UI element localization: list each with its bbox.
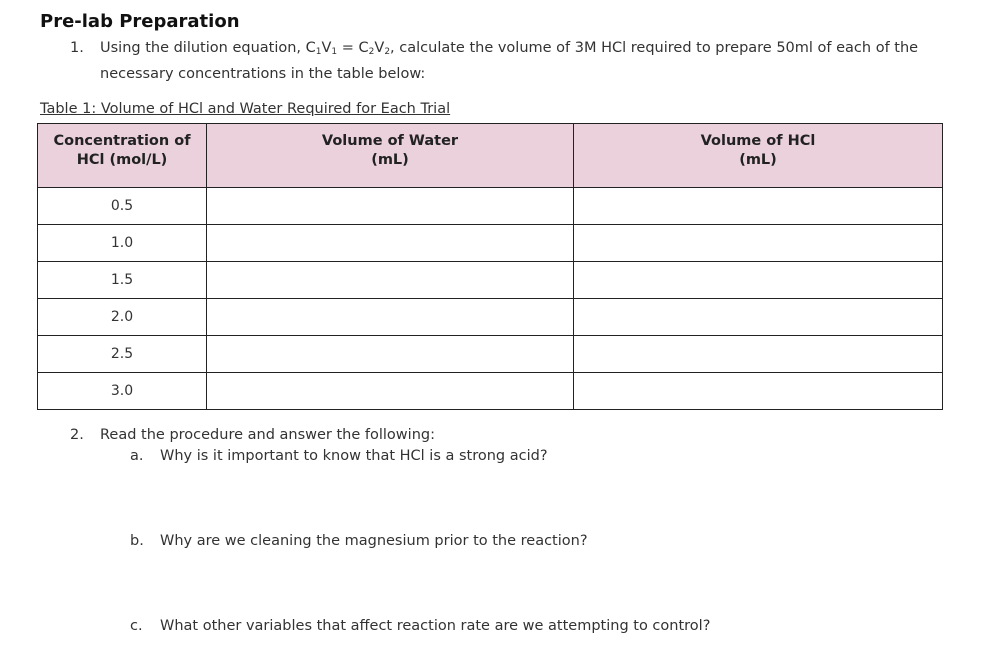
question-2c-letter: c. <box>130 618 143 634</box>
header-concentration <box>38 124 207 188</box>
question-1-text <box>100 37 950 85</box>
header-water-line1: Volume of Water <box>321 133 459 149</box>
q1-v2: V <box>374 40 385 56</box>
header-hcl-volume <box>574 124 943 188</box>
concentration-cell: 1.0 <box>38 225 207 262</box>
q1-equals: = C <box>337 40 369 56</box>
question-2b-text: Why are we cleaning the magnesium prior to the reaction? <box>160 533 588 549</box>
water-volume-cell[interactable] <box>207 262 574 299</box>
hcl-volume-cell[interactable] <box>574 373 943 410</box>
hcl-volume-cell[interactable] <box>574 225 943 262</box>
table-row <box>38 188 943 225</box>
header-hcl-line1: Volume of HCl <box>700 133 816 149</box>
q1-sub-2: 1 <box>331 47 338 57</box>
question-1-number: 1. <box>70 40 84 56</box>
question-2b-letter: b. <box>130 533 144 549</box>
question-2-number: 2. <box>70 427 84 443</box>
concentration-cell: 2.5 <box>38 336 207 373</box>
water-volume-cell[interactable] <box>207 373 574 410</box>
table-row <box>38 336 943 373</box>
water-volume-cell[interactable] <box>207 188 574 225</box>
hcl-volume-cell[interactable] <box>574 336 943 373</box>
volume-table <box>37 123 943 410</box>
concentration-cell: 1.5 <box>38 262 207 299</box>
question-2a-letter: a. <box>130 448 144 464</box>
table-row <box>38 373 943 410</box>
table-row <box>38 299 943 336</box>
water-volume-cell[interactable] <box>207 299 574 336</box>
q1-sub-1: 1 <box>315 47 322 57</box>
question-2c-text: What other variables that affect reaction rate are we attempting to control? <box>160 618 711 634</box>
header-hcl-line2: (mL) <box>739 152 777 168</box>
water-volume-cell[interactable] <box>207 225 574 262</box>
q1-text-end: , calculate the volume of 3M HCl required to prepare 50ml of each of the necessary concentrations in the table below: <box>100 40 919 82</box>
page-title: Pre-lab Preparation <box>40 11 240 32</box>
hcl-volume-cell[interactable] <box>574 262 943 299</box>
q1-v1: V <box>321 40 332 56</box>
table-header-row <box>38 124 943 188</box>
table-row <box>38 262 943 299</box>
header-water-volume <box>207 124 574 188</box>
q1-sub-3: 2 <box>368 47 375 57</box>
concentration-cell: 3.0 <box>38 373 207 410</box>
header-concentration-line1: Concentration of <box>53 133 191 149</box>
q1-text-start: Using the dilution equation, C <box>100 40 316 56</box>
question-2a-text: Why is it important to know that HCl is a strong acid? <box>160 448 548 464</box>
question-1 <box>70 37 950 85</box>
header-concentration-line2: HCl (mol/L) <box>76 152 168 168</box>
concentration-cell: 2.0 <box>38 299 207 336</box>
q1-sub-4: 2 <box>384 47 391 57</box>
table-caption: Table 1: Volume of HCl and Water Required for Each Trial <box>40 101 451 117</box>
water-volume-cell[interactable] <box>207 336 574 373</box>
hcl-volume-cell[interactable] <box>574 299 943 336</box>
hcl-volume-cell[interactable] <box>574 188 943 225</box>
question-2-text: Read the procedure and answer the following: <box>100 427 435 443</box>
concentration-cell: 0.5 <box>38 188 207 225</box>
header-water-line2: (mL) <box>371 152 409 168</box>
table-row <box>38 225 943 262</box>
